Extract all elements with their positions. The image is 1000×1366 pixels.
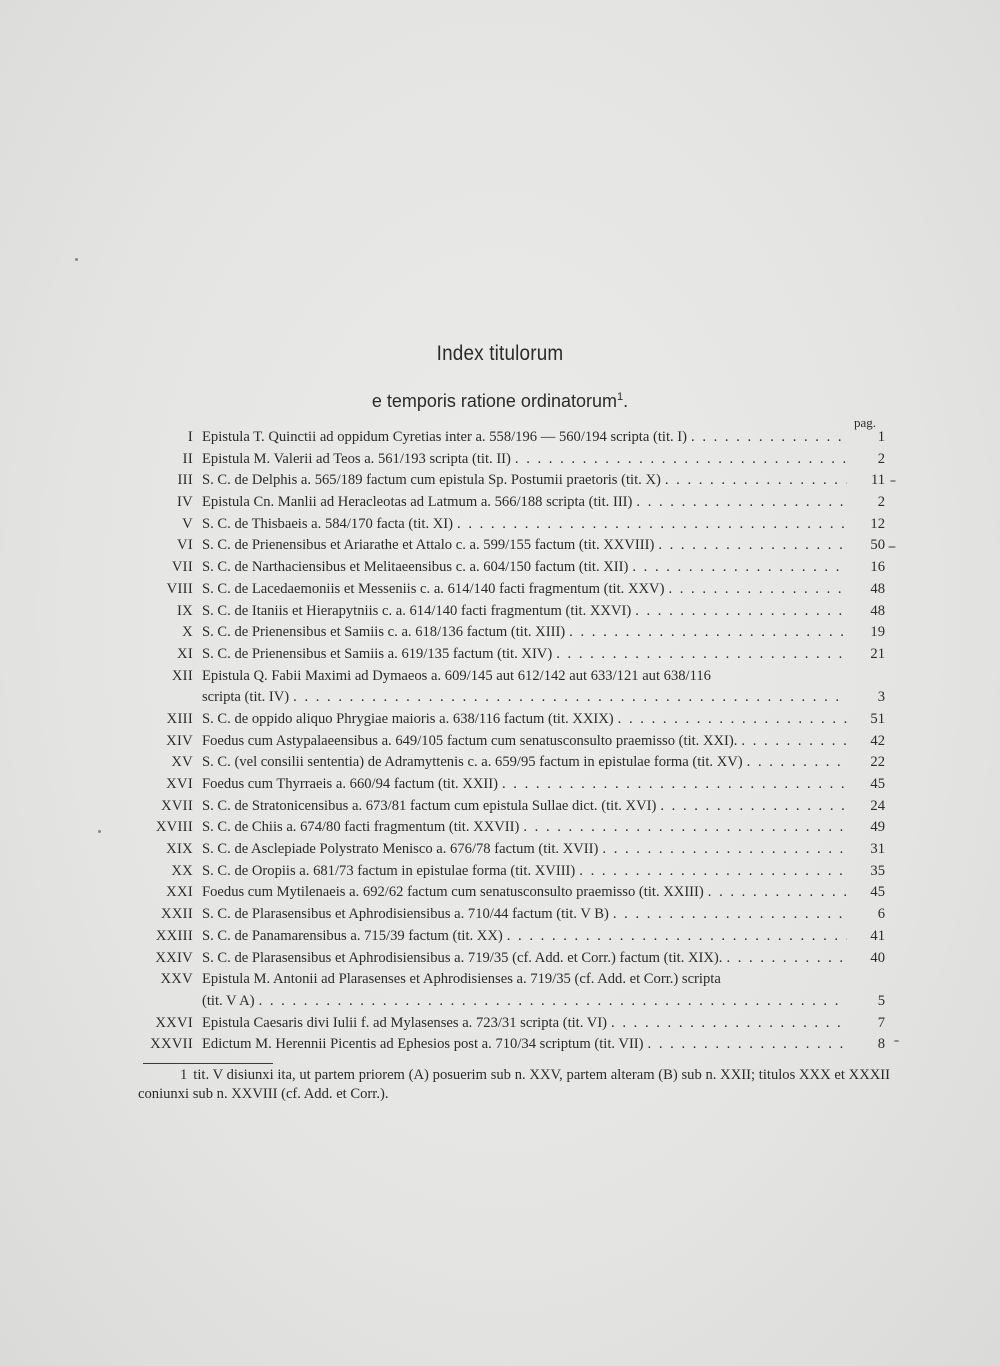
entry-page-number: 22 <box>870 754 885 771</box>
entry-page-number: 49 <box>870 819 885 836</box>
toc-entry <box>135 427 885 449</box>
toc-entry-line <box>135 839 885 861</box>
dot-leader <box>457 514 847 536</box>
toc-entry-line <box>135 882 885 904</box>
toc-entry-line <box>135 1013 885 1035</box>
dot-leader <box>556 644 847 666</box>
dot-leader <box>691 427 847 449</box>
toc-entry <box>135 817 885 839</box>
entry-title: scripta (tit. IV) <box>202 689 290 706</box>
toc-entry <box>135 579 885 601</box>
footnote <box>138 1066 890 1104</box>
toc-entry <box>135 601 885 623</box>
entry-page-number: 3 <box>877 689 885 706</box>
toc-entry-line <box>135 948 885 970</box>
entry-title: Edictum M. Herennii Picentis ad Ephesios post a. 710/34 scriptum (tit. VII) <box>202 1036 644 1053</box>
entry-page-number: 42 <box>870 732 885 749</box>
entry-title: S. C. de Plarasensibus et Aphrodisiensibus a. 719/35 (cf. Add. et Corr.) factum (tit. XIX). <box>202 949 723 966</box>
entry-number: I <box>187 429 193 445</box>
toc-entry-line <box>135 601 885 623</box>
entry-page-number: 8 <box>877 1036 885 1053</box>
dot-leader <box>515 449 847 471</box>
scan-speck <box>98 830 101 833</box>
page-column-header: pag. <box>853 415 877 430</box>
toc-entry-line <box>135 470 885 492</box>
scan-speck <box>888 546 896 548</box>
dot-leader <box>502 774 847 796</box>
toc-entry-line <box>135 926 885 948</box>
entry-page-number: 12 <box>870 515 885 532</box>
entry-title: S. C. de Asclepiade Polystrato Menisco a. 676/78 factum (tit. XVII) <box>202 841 599 858</box>
dot-leader <box>658 535 847 557</box>
entry-number: VIII <box>166 580 193 597</box>
toc-entry-line <box>135 427 885 449</box>
dot-leader <box>613 904 847 926</box>
toc-entry-line <box>135 535 885 557</box>
toc-entry <box>135 904 885 926</box>
entry-page-number: 21 <box>870 645 885 662</box>
entry-number: XV <box>171 754 193 771</box>
entry-page-number: 51 <box>870 710 885 727</box>
dot-leader <box>660 796 847 818</box>
entry-page-number: 5 <box>877 992 885 1009</box>
toc-entry-line <box>135 731 885 753</box>
toc-entry <box>135 861 885 883</box>
dot-leader <box>726 948 847 970</box>
toc-entry <box>135 948 885 970</box>
entry-number: XVIII <box>155 819 193 836</box>
index-title: Index titulorum <box>436 342 564 365</box>
entry-number: XXVI <box>155 1014 193 1031</box>
toc-entry-line <box>135 622 885 644</box>
entry-page-number: 45 <box>870 776 885 792</box>
entry-page-number: 48 <box>870 602 885 619</box>
entry-title: S. C. de Narthaciensibus et Melitaeensibus c. a. 604/150 factum (tit. XII) <box>202 559 629 576</box>
toc-entry <box>135 470 885 492</box>
dot-leader <box>747 752 847 774</box>
entry-title: Epistula Q. Fabii Maximi ad Dymaeos a. 609/145 aut 612/142 aut 633/121 aut 638/116 <box>202 667 711 684</box>
entry-number: XIV <box>166 732 193 749</box>
dot-leader <box>523 817 847 839</box>
toc-entry-line <box>135 796 885 818</box>
toc-entry <box>135 752 885 774</box>
toc-entry-line <box>135 817 885 839</box>
entry-title: Foedus cum Mytilenaeis a. 692/62 factum cum senatusconsulto praemisso (tit. XXIII) <box>202 884 704 901</box>
toc-entry <box>135 492 885 514</box>
toc-entry <box>135 514 885 536</box>
entry-number: XI <box>177 645 193 662</box>
dot-leader <box>665 470 847 492</box>
toc-entry <box>135 622 885 644</box>
entry-page-number: 2 <box>877 450 885 467</box>
entry-title: S. C. de Itaniis et Hierapytniis c. a. 614/140 facti fragmentum (tit. XXVI) <box>202 602 632 619</box>
dot-leader <box>741 731 847 753</box>
dot-leader <box>293 687 847 709</box>
entry-number: XVI <box>166 776 193 792</box>
toc-entry <box>135 709 885 731</box>
entry-title: Epistula Cn. Manlii ad Heracleotas ad Latmum a. 566/188 scripta (tit. III) <box>202 494 633 511</box>
dot-leader <box>708 882 847 904</box>
entry-number: IV <box>177 494 193 511</box>
toc-entry-line <box>135 904 885 926</box>
footnote-number: 1 <box>180 1067 188 1083</box>
toc-entry-line <box>135 687 885 709</box>
entry-title: Epistula Caesaris divi Iulii f. ad Mylasenses a. 723/31 scripta (tit. VI) <box>202 1014 608 1031</box>
entry-page-number: 19 <box>870 624 885 641</box>
dot-leader <box>618 709 847 731</box>
entry-title: S. C. de Plarasensibus et Aphrodisiensibus a. 710/44 factum (tit. V B) <box>202 906 609 923</box>
toc-entry <box>135 926 885 948</box>
entry-page-number: 41 <box>870 927 885 944</box>
entry-title: S. C. de Panamarensibus a. 715/39 factum (tit. XX) <box>202 927 503 944</box>
footnote-rule <box>143 1063 273 1064</box>
footnote-ref: 1 <box>616 391 624 403</box>
entry-number: XXV <box>160 971 193 988</box>
toc-entry-line <box>135 774 885 796</box>
toc-entry-line <box>135 666 885 688</box>
toc-entry <box>135 535 885 557</box>
entry-number: XIII <box>166 710 193 727</box>
entry-title: S. C. de Prienensibus et Samiis a. 619/135 factum (tit. XIV) <box>202 645 553 662</box>
entry-page-number: 16 <box>870 559 885 576</box>
entry-title: S. C. de Chiis a. 674/80 facti fragmentum (tit. XXVII) <box>202 819 520 836</box>
entry-title: Foedus cum Thyrraeis a. 660/94 factum (tit. XXII) <box>202 776 498 792</box>
entry-number: XXI <box>166 884 193 901</box>
entry-number: XII <box>171 667 193 684</box>
toc-entry-line <box>135 1034 885 1056</box>
bleed-through-texture <box>150 120 880 340</box>
dot-leader <box>632 557 847 579</box>
toc-entry <box>135 969 885 1012</box>
entry-number: XXVII <box>150 1036 193 1053</box>
entry-title: S. C. de oppido aliquo Phrygiae maioris a. 638/116 factum (tit. XXIX) <box>202 710 614 727</box>
entry-page-number: 40 <box>870 949 885 966</box>
entry-number: VI <box>177 537 193 554</box>
entry-page-number: 48 <box>870 580 885 597</box>
entry-page-number: 24 <box>870 797 885 814</box>
entry-title: S. C. de Lacedaemoniis et Messeniis c. a. 614/140 facti fragmentum (tit. XXV) <box>202 580 665 597</box>
entry-title: S. C. de Prienensibus et Ariarathe et Attalo c. a. 599/155 factum (tit. XXVIII) <box>202 537 655 554</box>
dot-leader <box>569 622 847 644</box>
scan-speck <box>894 1040 899 1042</box>
toc-entry-line <box>135 861 885 883</box>
entry-number: XXII <box>161 906 193 923</box>
toc-entry <box>135 796 885 818</box>
entry-number: XX <box>171 862 193 879</box>
entry-number: VII <box>171 559 193 576</box>
entry-title: S. C. (vel consilii sententia) de Adramyttenis c. a. 659/95 factum in epistulae forma (tit. XV) <box>202 754 743 771</box>
toc-entry <box>135 774 885 796</box>
toc-entry-line <box>135 579 885 601</box>
dot-leader <box>602 839 847 861</box>
entry-number: III <box>177 472 193 489</box>
toc-entry <box>135 449 885 471</box>
entry-page-number: 6 <box>877 906 885 923</box>
entry-number: XIX <box>166 841 193 858</box>
toc-entry <box>135 1034 885 1056</box>
entry-title: (tit. V A) <box>202 992 255 1009</box>
dot-leader <box>648 1034 847 1056</box>
entry-title: Epistula T. Quinctii ad oppidum Cyretias inter a. 558/196 — 560/194 scripta (tit. I) <box>202 429 688 445</box>
toc-entry-line <box>135 752 885 774</box>
scan-speck <box>75 258 78 261</box>
entry-number: V <box>182 515 193 532</box>
toc-entry <box>135 1013 885 1035</box>
entry-page-number: 2 <box>877 494 885 511</box>
entry-title: S. C. de Prienensibus et Samiis c. a. 618/136 factum (tit. XIII) <box>202 624 566 641</box>
toc-entry <box>135 882 885 904</box>
entry-title: S. C. de Oropiis a. 681/73 factum in epistulae forma (tit. XVIII) <box>202 862 576 879</box>
entry-page-number: 50 <box>870 537 885 554</box>
toc-entry-line <box>135 991 885 1013</box>
entry-number: IX <box>177 602 193 619</box>
entry-page-number: 11 <box>870 472 885 489</box>
footnote-text: tit. V disiunxi ita, ut partem priorem (A) posuerim sub n. XXV, partem alteram (B) sub n. XXII; titulos XXX et XXXII coniunxi sub n. XXVIII (cf. Add. et Corr.). <box>138 1067 890 1102</box>
toc-entry <box>135 666 885 709</box>
entry-number: X <box>182 624 193 641</box>
entry-title: Foedus cum Astypalaeensibus a. 649/105 factum cum senatusconsulto praemisso (tit. XXI). <box>202 732 738 749</box>
dot-leader <box>507 926 847 948</box>
entry-number: XXIII <box>155 927 193 944</box>
entry-title: S. C. de Delphis a. 565/189 factum cum epistula Sp. Postumii praetoris (tit. X) <box>202 472 661 489</box>
dot-leader <box>668 579 847 601</box>
entry-page-number: 35 <box>870 862 885 879</box>
scan-speck <box>890 480 896 482</box>
entry-page-number: 31 <box>870 841 885 858</box>
entry-title: S. C. de Stratonicensibus a. 673/81 factum cum epistula Sullae dict. (tit. XVI) <box>202 797 657 814</box>
toc-entry-line <box>135 557 885 579</box>
entry-title: Epistula M. Valerii ad Teos a. 561/193 scripta (tit. II) <box>202 450 511 467</box>
toc-entry <box>135 644 885 666</box>
dot-leader <box>635 601 847 623</box>
entry-page-number: 1 <box>877 429 885 445</box>
toc-entry-line <box>135 449 885 471</box>
entry-page-number: 7 <box>877 1014 885 1031</box>
toc-entry <box>135 731 885 753</box>
entry-title: Epistula M. Antonii ad Plarasenses et Aphrodisienses a. 719/35 (cf. Add. et Corr.) scripta <box>202 971 721 988</box>
entry-page-number: 45 <box>870 884 885 901</box>
toc-entry-line <box>135 644 885 666</box>
toc-entry-line <box>135 492 885 514</box>
entry-number: XXIV <box>155 949 193 966</box>
toc-entry-line <box>135 709 885 731</box>
toc-entry <box>135 557 885 579</box>
dot-leader <box>579 861 847 883</box>
toc-entry <box>135 839 885 861</box>
dot-leader <box>611 1013 847 1035</box>
toc-entry-line <box>135 514 885 536</box>
entry-title: S. C. de Thisbaeis a. 584/170 facta (tit. XI) <box>202 515 454 532</box>
dot-leader <box>636 492 847 514</box>
entry-number: II <box>182 450 193 467</box>
dot-leader <box>259 991 847 1013</box>
entry-number: XVII <box>161 797 193 814</box>
index-subtitle: e temporis ratione ordinatorum$^1$. <box>371 391 629 411</box>
table-of-contents <box>135 427 885 1056</box>
subtitle-text: e temporis ratione ordinatorum <box>371 391 617 411</box>
toc-entry-line <box>135 969 885 991</box>
